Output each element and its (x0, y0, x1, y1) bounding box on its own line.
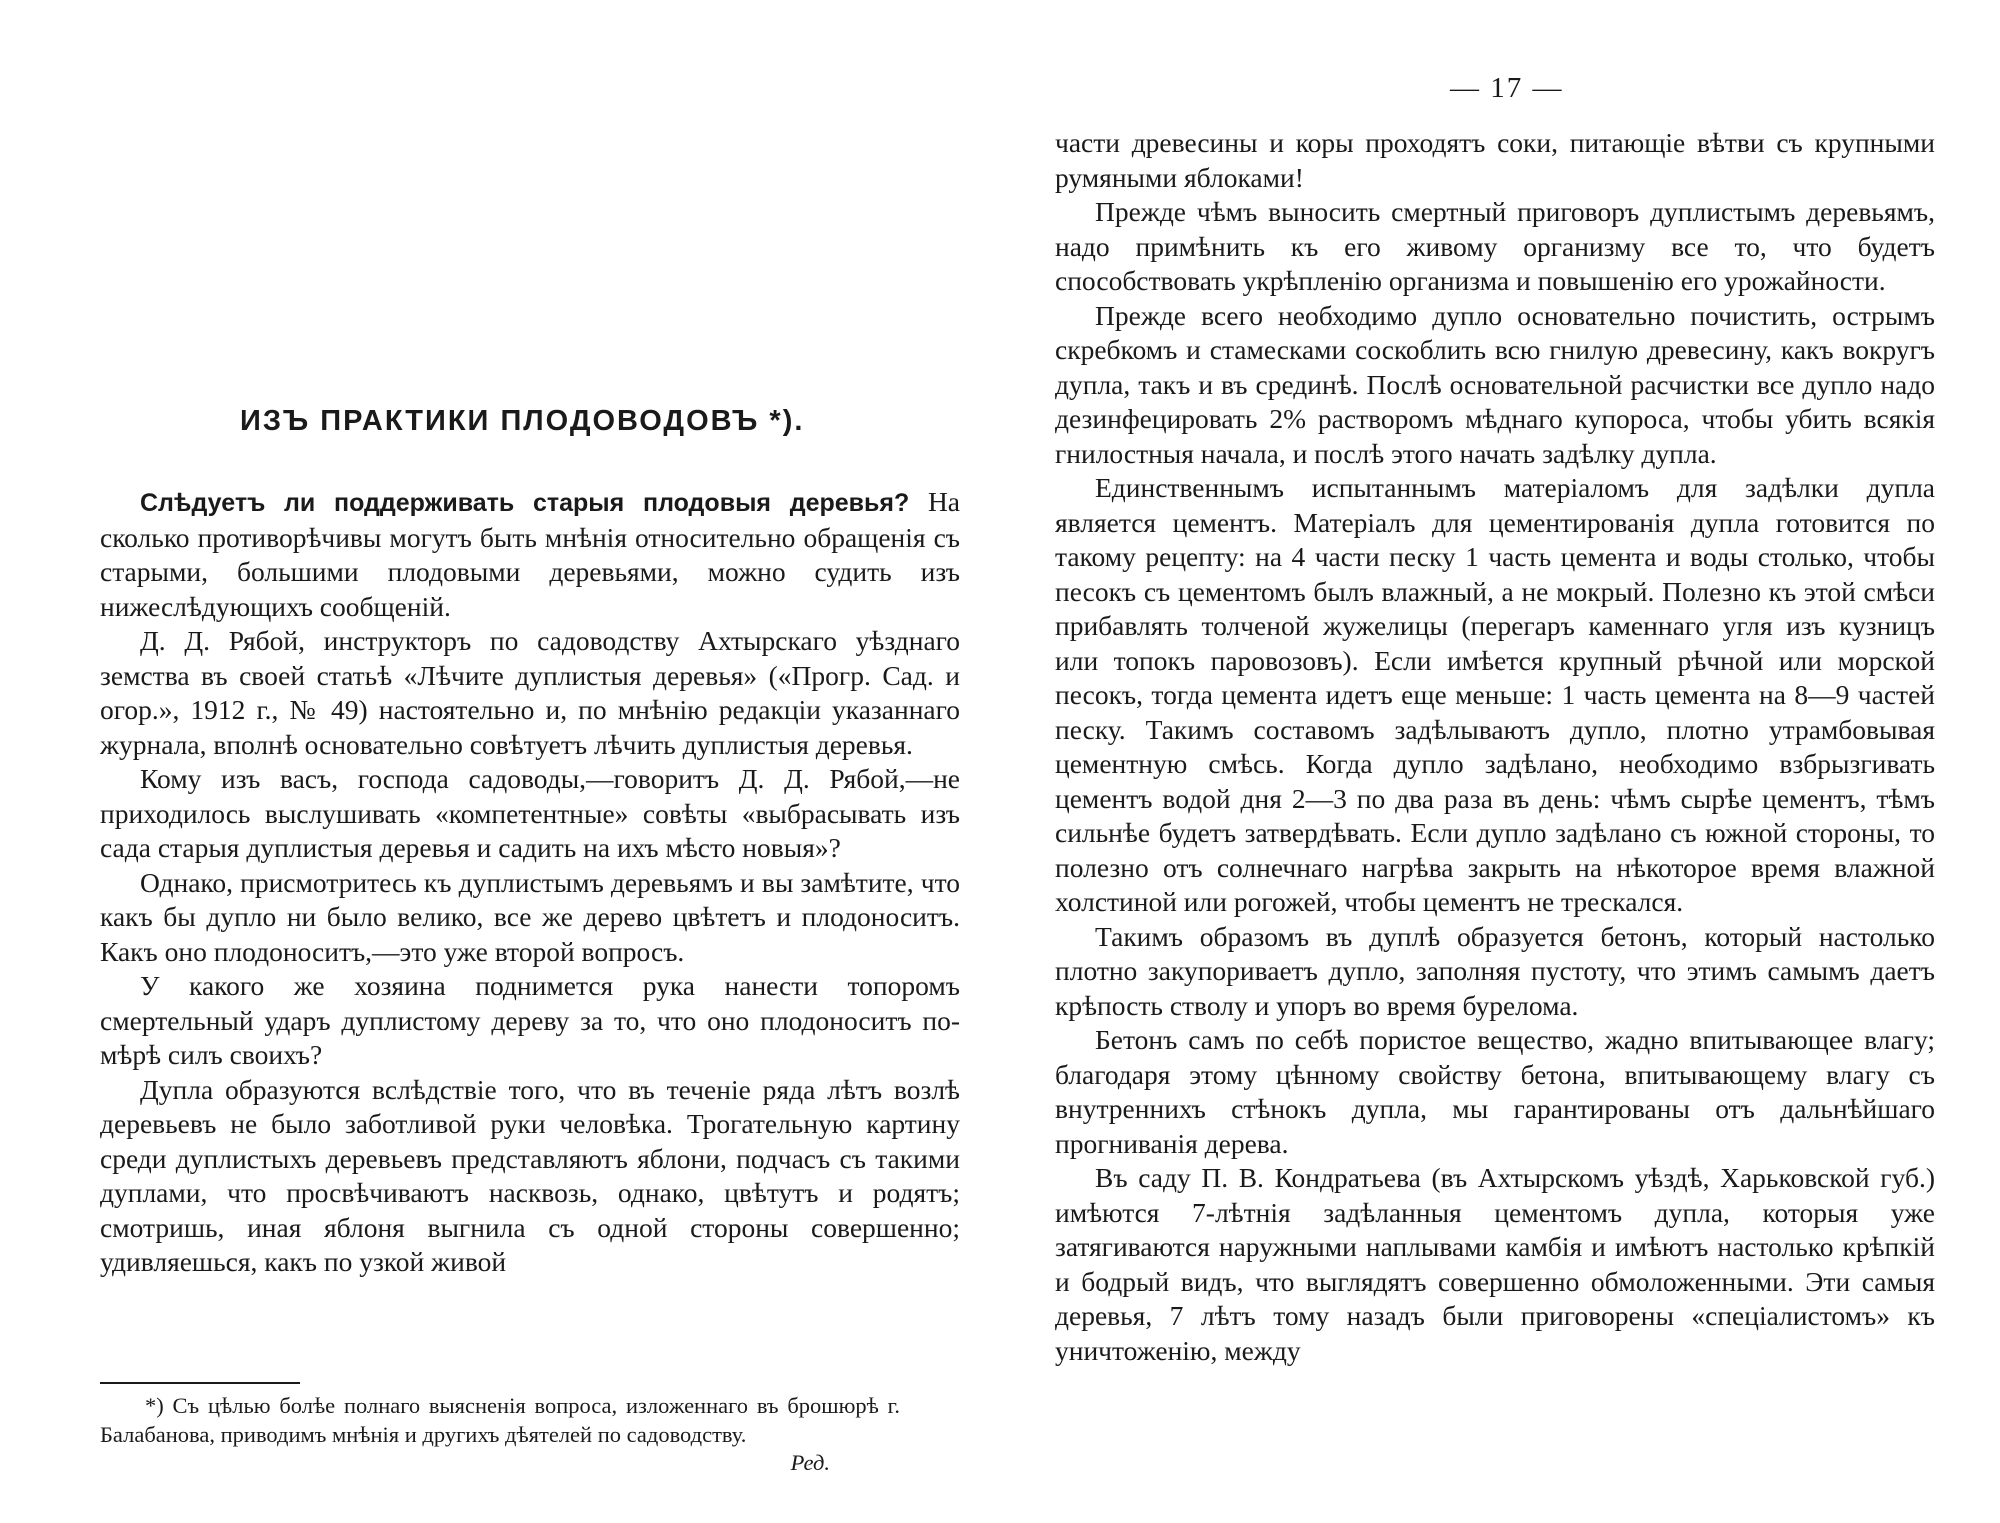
paragraph: У какого же хозяина поднимется рука нанести топоромъ смертельный ударъ дуплистому дереву за то, что оно плодоноситъ по-мѣрѣ силъ своихъ? (100, 970, 960, 1070)
right-page-body (1055, 126, 1935, 1368)
paragraph: Бетонъ самъ по себѣ пористое вещество, жадно впитывающее влагу; благодаря этому цѣнному свойству бетона, впитывающему влагу съ внутреннихъ стѣнокъ дупла, мы гарантированы отъ дальнѣйшаго прогниванія дерева. (1055, 1024, 1935, 1159)
paragraph: Прежде всего необходимо дупло основательно почистить, острымъ скребкомъ и стамесками соскоблить всю гнилую древесину, какъ вокругъ дупла, такъ и въ срединѣ. Послѣ основательной расчистки все дупло надо дезинфецировать 2% растворомъ мѣднаго купороса, чтобы убить всякія гнилостныя начала, и послѣ этого начать задѣлку дупла. (1055, 299, 1935, 469)
paragraph: Прежде чѣмъ выносить смертный приговоръ дуплистымъ деревьямъ, надо примѣнить къ его живому организму все то, что будетъ способствовать укрѣпленію организма и повышенію его урожайности. (1055, 196, 1935, 296)
footnote-text: *) Съ цѣлью болѣе полнаго выясненія вопроса, изложеннаго въ брошюрѣ г. Балабанова, приводимъ мнѣнія и другихъ дѣятелей по садоводству. (100, 1393, 900, 1447)
lead-question: Слѣдуетъ ли поддерживать старыя плодовыя деревья? (140, 489, 910, 517)
paragraph: Д. Д. Рябой, инструкторъ по садоводству Ахтырскаго уѣзднаго земства въ своей статьѣ «Лѣчите дуплистыя деревья» («Прогр. Сад. и огор.», 1912 г., № 49) настоятельно и, по мнѣнію редакціи указаннаго журнала, вполнѣ основательно совѣтуетъ лѣчить дуплистыя деревья. (100, 625, 960, 760)
left-page-body (100, 485, 960, 1280)
paragraph: Единственнымъ испытаннымъ матеріаломъ для задѣлки дупла является цементъ. Матеріалъ для цементированія дупла готовится по такому рецепту: на 4 части песку 1 часть цемента и воды столько, чтобы песокъ съ цементомъ былъ влажный, а не мокрый. Полезно къ этой смѣси прибавлять толченой жужелицы (перегаръ каменнаго угля изъ кузницъ или топокъ паровозовъ). Если имѣется крупный рѣчной или морской песокъ, тогда цемента идетъ еще меньше: 1 часть цемента на 8—9 частей песку. Такимъ составомъ задѣлываютъ дупло, плотно утрамбовывая цементную смѣсь. Когда дупло задѣлано, необходимо взбрызгивать цементъ водой дня 2—3 по два раза въ день: чѣмъ сырѣе цементъ, тѣмъ сильнѣе будетъ затвердѣвать. Если дупло задѣлано съ южной стороны, то полезно отъ солнечнаго нагрѣва закрыть на нѣкоторое время влажной холстиной или рогожей, чтобы цементъ не трескался. (1055, 472, 1935, 917)
article-title: ИЗЪ ПРАКТИКИ ПЛОДОВОДОВЪ *). (240, 405, 805, 437)
paragraph: Слѣдуетъ ли поддерживать старыя плодовыя деревья? На сколько противорѣчивы могутъ быть мнѣнія относительно обращенія съ старыми, большими плодовыми деревьями, можно судить изъ нижеслѣдующихъ сообщеній. (100, 486, 961, 622)
footnote-divider (100, 1382, 300, 1384)
paragraph: части древесины и коры проходятъ соки, питающіе вѣтви съ крупными румяными яблоками! (1055, 127, 1935, 193)
paragraph: Однако, присмотритесь къ дуплистымъ деревьямъ и вы замѣтите, что какъ бы дупло ни было велико, все же дерево цвѣтетъ и плодоноситъ. Какъ оно плодоноситъ,—это уже второй вопросъ. (100, 866, 960, 967)
paragraph: Въ саду П. В. Кондратьева (въ Ахтырскомъ уѣздѣ, Харьковской губ.) имѣются 7-лѣтнія задѣланныя цементомъ дупла, которыя уже затягиваются наружными наплывами камбія и имѣютъ настолько крѣпкій и бодрый видъ, что выглядятъ совершенно обмоложенными. Эти самыя деревья, 7 лѣтъ тому назадъ были приговорены «спеціалистомъ» къ уничтоженію, между (1055, 1162, 1935, 1366)
paragraph: Дупла образуются вслѣдствіе того, что въ теченіе ряда лѣтъ возлѣ деревьевъ не было заботливой руки человѣка. Трогательную картину среди дуплистыхъ деревьевъ представляютъ яблони, подчасъ съ такими дуплами, что просвѣчиваютъ насквозь, однако, цвѣтутъ и родятъ; смотришь, иная яблоня выгнила съ одной стороны совершенно; удивляешься, какъ по узкой живой (100, 1073, 960, 1277)
page-number: — 17 — (1450, 72, 1564, 104)
paragraph: Кому изъ васъ, господа садоводы,—говоритъ Д. Д. Рябой,—не приходилось выслушивать «компетентные» совѣты «выбрасывать изъ сада старыя дуплистыя деревья и садить на ихъ мѣсто новыя»? (100, 763, 960, 863)
footnote-signature: Ред. (790, 1450, 830, 1475)
footnote (100, 1392, 900, 1478)
paragraph: Такимъ образомъ въ дуплѣ образуется бетонъ, который настолько плотно закупориваетъ дупло, заполняя пустоту, что этимъ самымъ даетъ крѣпость стволу и упоръ во время бурелома. (1055, 920, 1935, 1021)
